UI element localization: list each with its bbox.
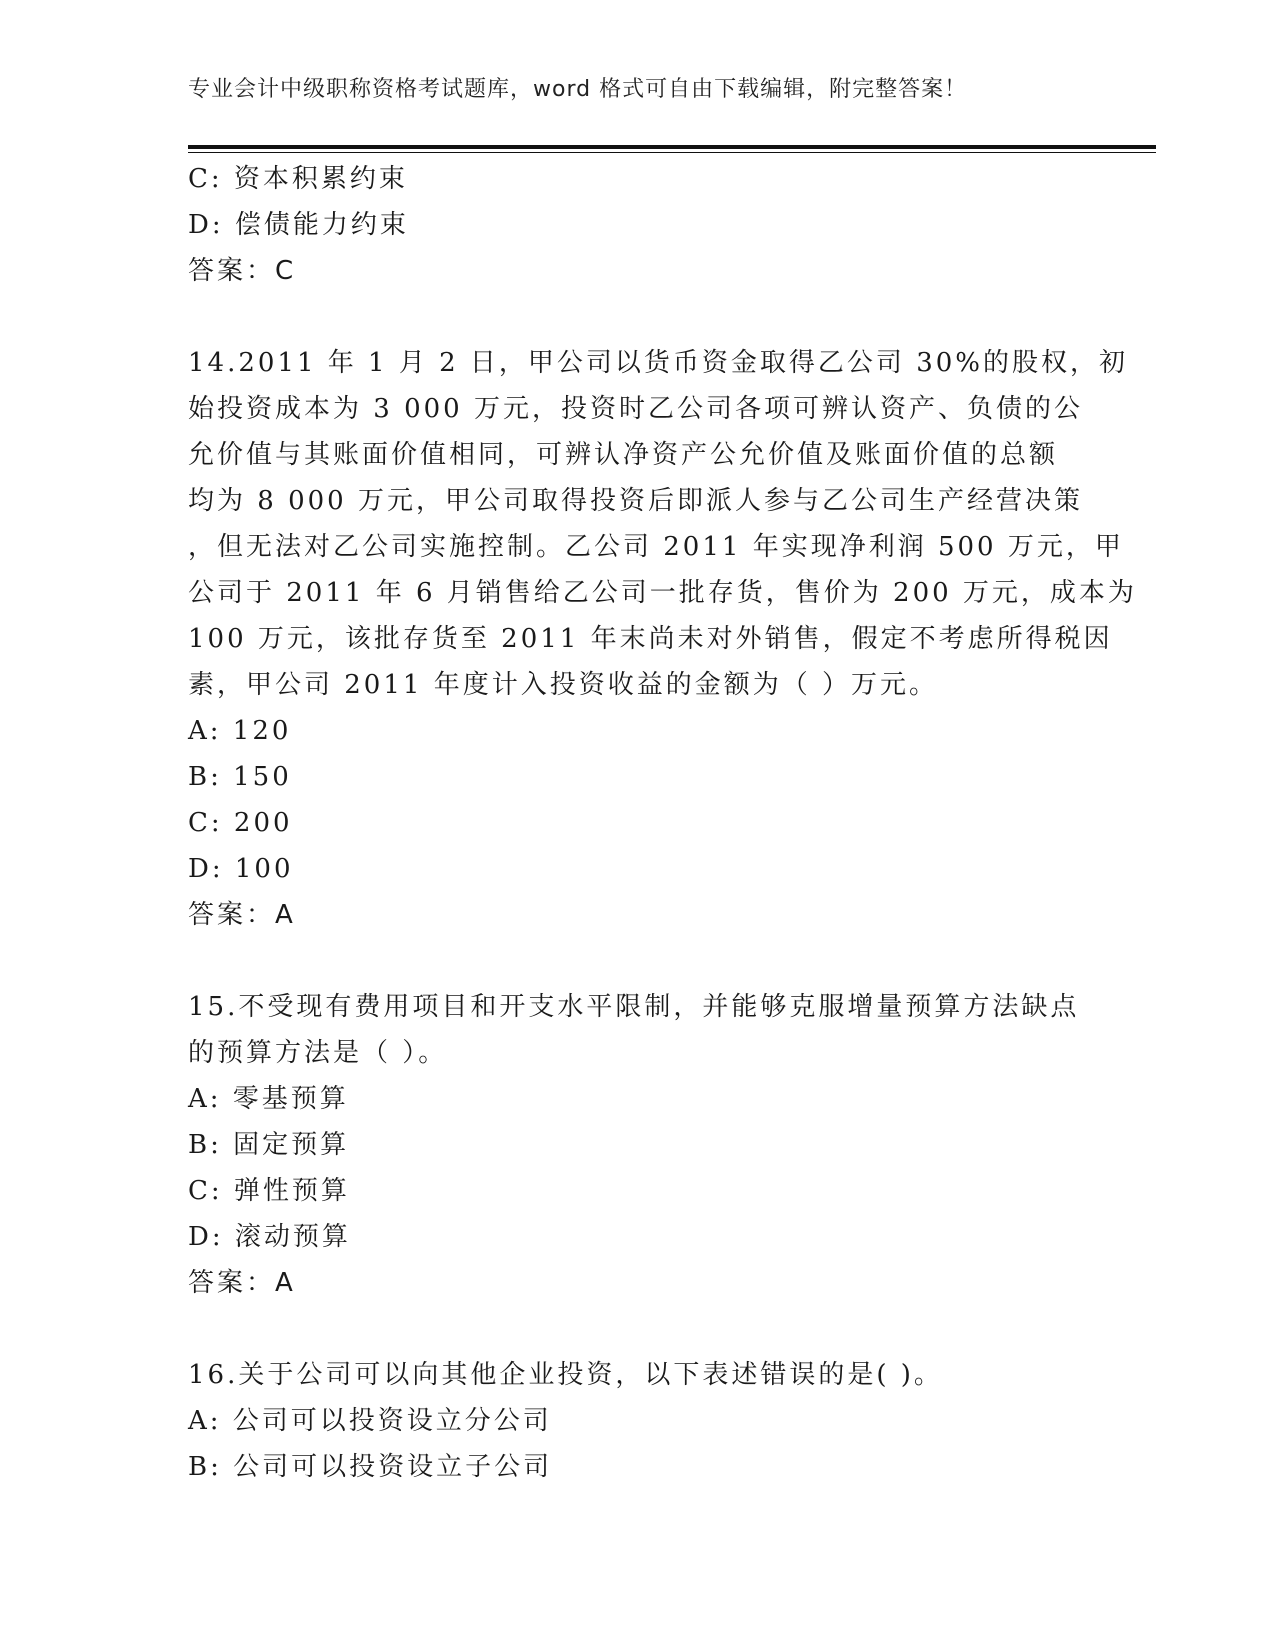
question-stem-line: 均为 8 000 万元，甲公司取得投资后即派人参与乙公司生产经营决策 — [188, 486, 1083, 516]
question-stem-line: ，但无法对乙公司实施控制。乙公司 2011 年实现净利润 500 万元，甲 — [188, 532, 1124, 562]
page-header: 专业会计中级职称资格考试题库，word 格式可自由下载编辑，附完整答案！ — [188, 77, 968, 102]
document-body — [188, 156, 1137, 1490]
spacer — [188, 294, 1088, 340]
question-15 — [188, 984, 1088, 1306]
answer-line: 答案：A — [188, 1268, 296, 1298]
question-stem-line: 14.2011 年 1 月 2 日，甲公司以货币资金取得乙公司 30%的股权，初 — [188, 348, 1128, 378]
question-16 — [188, 1352, 1088, 1490]
option-b: B: 公司可以投资设立子公司 — [188, 1452, 553, 1482]
question-stem-line: 15.不受现有费用项目和开支水平限制，并能够克服增量预算方法缺点 — [188, 992, 1080, 1022]
question-stem-line: 公司于 2011 年 6 月销售给乙公司一批存货，售价为 200 万元，成本为 — [188, 578, 1137, 608]
header-rule-thick — [188, 145, 1156, 149]
option-a: A: 公司可以投资设立分公司 — [188, 1406, 552, 1436]
option-d: D: 滚动预算 — [188, 1222, 351, 1252]
option-c: C: 弹性预算 — [188, 1176, 350, 1206]
option-d: D: 100 — [188, 854, 294, 884]
question-stem-line: 的预算方法是（ ）。 — [188, 1038, 448, 1068]
question-stem-line: 16.关于公司可以向其他企业投资，以下表述错误的是( )。 — [188, 1360, 943, 1390]
option-c: C: 200 — [188, 808, 293, 838]
header-rule-thin — [188, 152, 1156, 153]
option-a: A: 零基预算 — [188, 1084, 349, 1114]
spacer — [188, 938, 1088, 984]
question-14 — [188, 340, 1137, 938]
option-b: B: 固定预算 — [188, 1130, 350, 1160]
question-13-tail — [188, 156, 1088, 294]
spacer — [188, 1306, 1088, 1352]
question-stem-line: 100 万元，该批存货至 2011 年末尚未对外销售，假定不考虑所得税因 — [188, 624, 1113, 654]
option-a: A: 120 — [188, 716, 292, 746]
answer-line: 答案：C — [188, 256, 297, 286]
question-stem-line: 素，甲公司 2011 年度计入投资收益的金额为（ ）万元。 — [188, 670, 938, 700]
option-b: B: 150 — [188, 762, 292, 792]
question-stem-line: 允价值与其账面价值相同，可辨认净资产公允价值及账面价值的总额 — [188, 440, 1059, 470]
option-c: C: 资本积累约束 — [188, 164, 408, 194]
option-d: D: 偿债能力约束 — [188, 210, 409, 240]
answer-line: 答案：A — [188, 900, 296, 930]
question-stem-line: 始投资成本为 3 000 万元，投资时乙公司各项可辨认资产、负债的公 — [188, 394, 1083, 424]
